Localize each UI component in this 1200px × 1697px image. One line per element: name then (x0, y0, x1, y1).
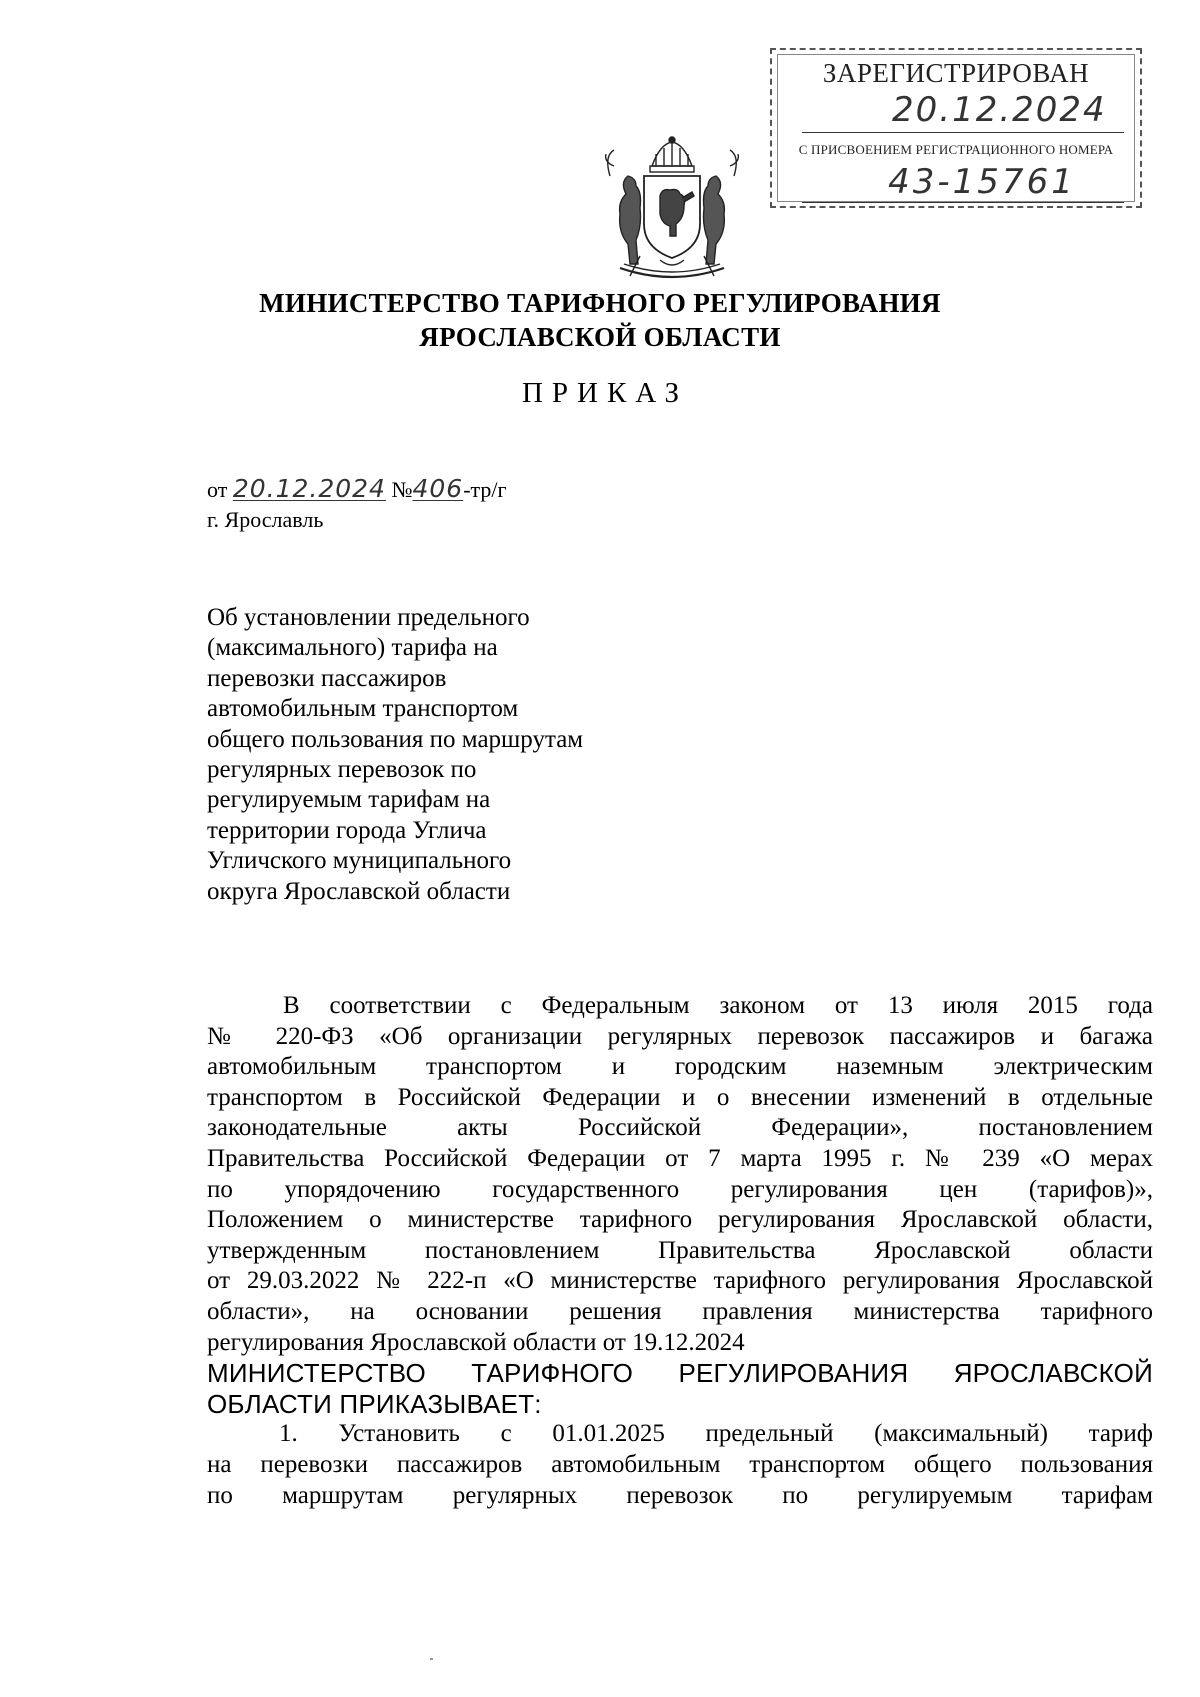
body-line: законодательные акты Российской Федерации», постановлением (207, 1114, 1153, 1142)
body-line: от 29.03.2022 № 222-п «О министерстве тарифного регулирования Ярославской (207, 1267, 1153, 1295)
stamp-handwritten-number: 43-15761 (888, 162, 1076, 202)
subject-line: Угличского муниципального (207, 847, 512, 875)
body-line: транспортом в Российской Федерации и о внесении изменений в отдельные (207, 1083, 1153, 1111)
subject-line: общего пользования по маршрутам (207, 725, 584, 753)
body-line: регулирования Ярославской области от 19.12.2024 (207, 1328, 745, 1356)
stamp-divider (802, 202, 1124, 203)
order-handwritten-number: 406 (412, 474, 464, 503)
subject-line: регулируемым тарифам на (207, 786, 491, 814)
order-handwritten-date: 20.12.2024 (232, 474, 386, 503)
body-line: № 220-ФЗ «Об организации регулярных перевозок пассажиров и багажа (207, 1022, 1153, 1050)
body-line: В соответствии с Федеральным законом от 13 июля 2015 года (283, 992, 1153, 1019)
body-line: Положением о министерстве тарифного регулирования Ярославской области, (207, 1206, 1153, 1234)
order-city: г. Ярославль (207, 507, 324, 532)
organization-name-line: ЯРОСЛАВСКОЙ ОБЛАСТИ (419, 322, 781, 352)
stamp-subtitle: С ПРИСВОЕНИЕМ РЕГИСТРАЦИОННОГО НОМЕРА (798, 142, 1114, 157)
subject-line: автомобильным транспортом (207, 695, 519, 723)
stamp-divider (802, 132, 1124, 133)
body-line-emphasis: ОБЛАСТИ ПРИКАЗЫВАЕТ: (207, 1388, 542, 1419)
body-line: автомобильным транспортом и городским наземным электрическим (207, 1053, 1153, 1081)
body-line: области», на основании решения правления министерства тарифного (207, 1297, 1153, 1325)
coat-of-arms-icon (600, 136, 745, 286)
order-date-prefix: от (207, 477, 228, 502)
stamp-handwritten-date: 20.12.2024 (892, 90, 1107, 130)
organization-name-line: МИНИСТЕРСТВО ТАРИФНОГО РЕГУЛИРОВАНИЯ (259, 288, 941, 318)
stamp-title: ЗАРЕГИСТРИРОВАН (822, 58, 1090, 88)
body-line: на перевозки пассажиров автомобильным транспортом общего пользования (207, 1450, 1153, 1478)
body-line: по маршрутам регулярных перевозок по регулируемым тарифам (207, 1481, 1153, 1509)
body-line-emphasis: МИНИСТЕРСТВО ТАРИФНОГО РЕГУЛИРОВАНИЯ ЯРОСЛАВСКОЙ (207, 1358, 1153, 1389)
order-body (207, 991, 1153, 1511)
order-subject (207, 603, 667, 907)
organization-name (0, 286, 1200, 354)
subject-line: территории города Углича (207, 816, 487, 844)
subject-line: (максимального) тарифа на (207, 634, 498, 662)
order-number-sign: № (391, 477, 413, 502)
subject-line: округа Ярославской области (207, 877, 511, 905)
subject-line: перевозки пассажиров (207, 664, 447, 692)
order-date-line (207, 474, 507, 503)
body-line: Правительства Российской Федерации от 7 марта 1995 г. № 239 «О мерах (207, 1144, 1153, 1172)
document-type: ПРИКАЗ (521, 377, 689, 409)
scan-speck (430, 1658, 433, 1660)
order-number-suffix: -тр/г (463, 477, 507, 502)
body-line: 1. Установить с 01.01.2025 предельный (максимальный) тариф (279, 1420, 1153, 1448)
subject-line: регулярных перевозок по (207, 756, 477, 784)
body-line: по упорядочению государственного регулирования цен (тарифов)», (207, 1175, 1153, 1203)
subject-line: Об установлении предельного (207, 604, 530, 631)
body-line: утвержденным постановлением Правительства Ярославской области (207, 1236, 1153, 1264)
registration-stamp (770, 48, 1142, 208)
